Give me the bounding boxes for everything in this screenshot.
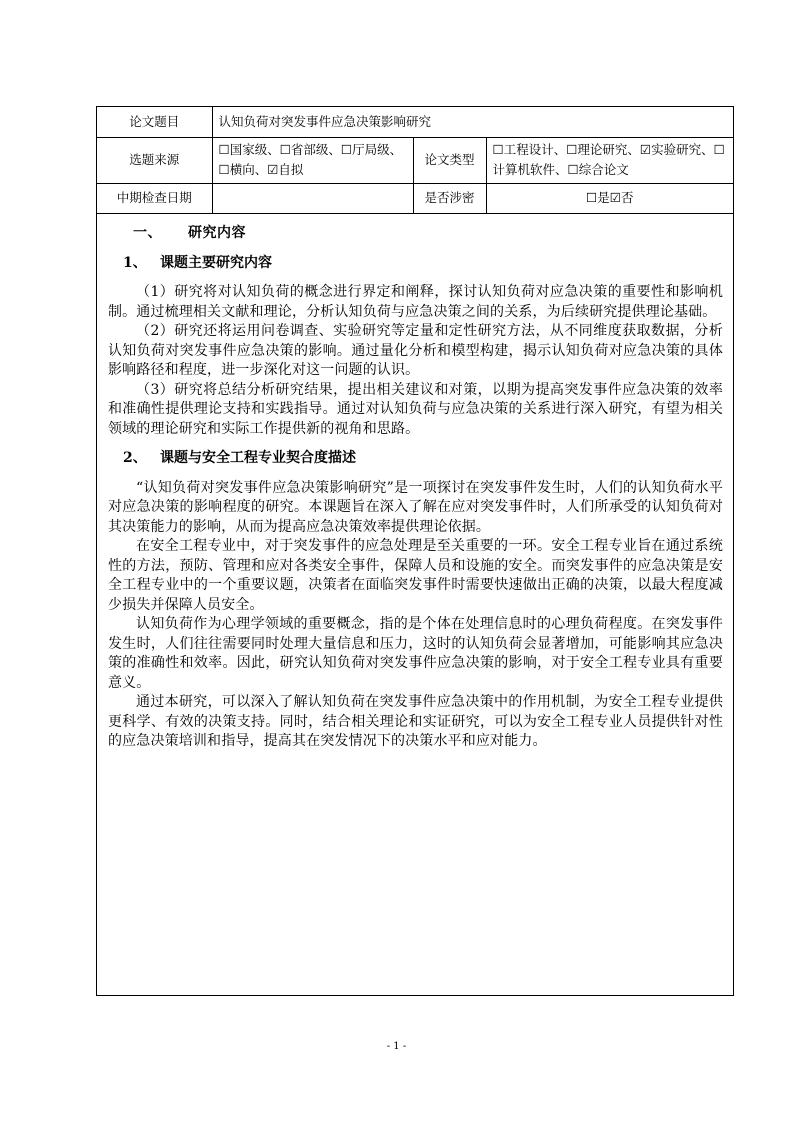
thesis-title-value: 认知负荷对突发事件应急决策影响研究 — [212, 107, 733, 137]
paragraph: （2）研究还将运用问卷调查、实验研究等定量和定性研究方法，从不同维度获取数据，分析认知负荷对突发事件应急决策的影响。通过量化分析和模型构建，揭示认知负荷对应急决策的具体影响路径和程度，进一步深化对这一问题的认识。 — [108, 323, 723, 378]
form-frame — [96, 106, 734, 996]
section-heading — [133, 224, 723, 244]
midterm-date-label: 中期检查日期 — [97, 183, 212, 213]
subsection-title: 课题与安全工程专业契合度描述 — [160, 450, 356, 466]
subsection-heading-1 — [123, 254, 723, 274]
thesis-title-label: 论文题目 — [97, 107, 212, 137]
confidential-label: 是否涉密 — [413, 183, 486, 213]
section-number: 一、 — [133, 225, 162, 241]
topic-source-label: 选题来源 — [97, 137, 212, 183]
paragraph: “认知负荷对突发事件应急决策影响研究”是一项探讨在突发事件发生时，人们的认知负荷水平对应急决策的影响程度的研究。本课题旨在深入了解在应对突发事件时，人们所承受的认知负荷对其决策能力的影响，从而为提高应急决策效率提供理论依据。 — [108, 479, 723, 535]
paragraph: 在安全工程专业中，对于突发事件的应急处理是至关重要的一环。安全工程专业旨在通过系统性的方法，预防、管理和应对各类安全事件，保障人员和设施的安全。而突发事件的应急决策是安全工程专业中的一个重要议题，决策者在面临突发事件时需要快速做出正确的决策，以最大程度减少损失并保障人员安全。 — [108, 538, 723, 613]
content-body — [97, 215, 733, 752]
subsection-number: 1、 — [123, 254, 147, 271]
subsection-title: 课题主要研究内容 — [160, 254, 272, 271]
info-table — [97, 107, 733, 214]
paragraph: （3）研究将总结分析研究结果，提出相关建议和对策，以期为提高突发事件应急决策的效率和准确性提供理论支持和实践指导。通过对认知负荷与应急决策的关系进行深入研究，有望为相关领域的理论研究和实际工作提供新的视角和思路。 — [108, 381, 723, 437]
topic-source-value: ☐国家级、☐省部级、☐厅局级、☐横向、☑自拟 — [212, 137, 413, 183]
thesis-type-label: 论文类型 — [413, 137, 486, 183]
paragraph: 通过本研究，可以深入了解认知负荷在突发事件应急决策中的作用机制，为安全工程专业提供更科学、有效的决策支持。同时，结合相关理论和实证研究，可以为安全工程专业人员提供针对性的应急决策培训和指导，提高其在突发情况下的决策水平和应对能力。 — [108, 694, 723, 749]
confidential-value: ☐是☑否 — [486, 183, 733, 213]
paragraph: （1）研究将对认知负荷的概念进行界定和阐释，探讨认知负荷对应急决策的重要性和影响机制。通过梳理相关文献和理论，分析认知负荷与应急决策之间的关系，为后续研究提供理论基础。 — [108, 284, 723, 320]
page-number: - 1 - — [386, 1041, 407, 1052]
subsection-number: 2、 — [123, 450, 147, 466]
thesis-type-value: ☐工程设计、☐理论研究、☑实验研究、☐计算机软件、☐综合论文 — [486, 137, 733, 183]
section-title: 研究内容 — [188, 225, 246, 241]
midterm-date-value — [212, 183, 413, 213]
paragraph: 认知负荷作为心理学领域的重要概念，指的是个体在处理信息时的心理负荷程度。在突发事件发生时，人们往往需要同时处理大量信息和压力，这时的认知负荷会显著增加，可能影响其应急决策的准确性和效率。因此，研究认知负荷对突发事件应急决策的影响，对于安全工程专业具有重要意义。 — [108, 616, 723, 691]
subsection-heading-2 — [123, 449, 723, 469]
